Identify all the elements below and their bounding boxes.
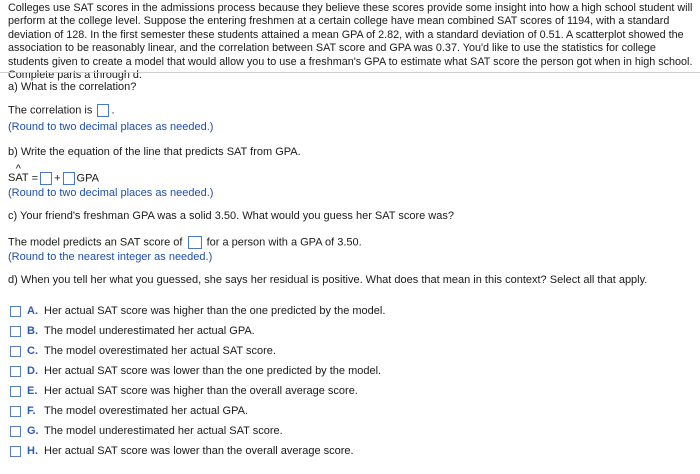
hint-c: (Round to the nearest integer as needed.) bbox=[8, 251, 213, 263]
option-h[interactable] bbox=[10, 443, 354, 459]
answer-c-prefix: The model predicts an SAT score of bbox=[8, 236, 183, 249]
intercept-input[interactable] bbox=[40, 172, 52, 185]
question-b: b) Write the equation of the line that predicts SAT from GPA. bbox=[8, 146, 301, 158]
option-e-text: Her actual SAT score was higher than the overall average score. bbox=[44, 385, 358, 397]
option-a-letter: A. bbox=[27, 305, 38, 317]
option-b-checkbox[interactable] bbox=[10, 326, 21, 337]
question-d: d) When you tell her what you guessed, she says her residual is positive. What does that mean in this context? Select all that apply. bbox=[8, 274, 648, 286]
answer-c-suffix: for a person with a GPA of 3.50. bbox=[206, 236, 362, 249]
option-a-text: Her actual SAT score was higher than the one predicted by the model. bbox=[44, 305, 386, 317]
option-h-checkbox[interactable] bbox=[10, 446, 21, 457]
hint-b: (Round to two decimal places as needed.) bbox=[8, 187, 214, 199]
hat-symbol: ^ bbox=[15, 163, 21, 176]
option-f[interactable] bbox=[10, 403, 248, 419]
option-b-letter: B. bbox=[27, 325, 38, 337]
question-c: c) Your friend's freshman GPA was a solid 3.50. What would you guess her SAT score was? bbox=[8, 210, 454, 222]
option-e[interactable] bbox=[10, 383, 358, 399]
sat-prediction-input[interactable] bbox=[188, 236, 202, 249]
option-d-checkbox[interactable] bbox=[10, 366, 21, 377]
equals-sign: = bbox=[31, 172, 39, 185]
option-h-letter: H. bbox=[27, 445, 38, 457]
answer-a-line bbox=[8, 104, 115, 117]
option-c-checkbox[interactable] bbox=[10, 346, 21, 357]
option-e-letter: E. bbox=[27, 385, 38, 397]
problem-statement: Colleges use SAT scores in the admissions process because they believe these scores provide some insight into how a high school student will perform at the college level. Suppose the entering freshmen at a certain college have mean combined SAT scores of 1194, with a standard deviation of 128. In the first semester these students attained a mean GPA of 2.82, with a standard deviation of 0.51. A scatterplot showed the association to be reasonably linear, and the correlation between SAT score and GPA was 0.37. You'd like to use the statistics for college students given to create a model that would allow you to use a freshman's GPA to estimate what SAT score the person got when in high school. Complete parts a through d. bbox=[8, 2, 693, 82]
plus-sign: + bbox=[54, 172, 61, 185]
option-b[interactable] bbox=[10, 323, 255, 339]
option-c[interactable] bbox=[10, 343, 276, 359]
answer-c-line bbox=[8, 236, 362, 249]
option-f-text: The model overestimated her actual GPA. bbox=[44, 405, 249, 417]
slope-input[interactable] bbox=[63, 172, 75, 185]
option-g-checkbox[interactable] bbox=[10, 426, 21, 437]
sat-label: SAT bbox=[8, 172, 29, 185]
divider bbox=[0, 72, 700, 73]
option-a[interactable] bbox=[10, 303, 385, 319]
option-g[interactable] bbox=[10, 423, 283, 439]
hint-a: (Round to two decimal places as needed.) bbox=[8, 121, 214, 133]
question-a: a) What is the correlation? bbox=[8, 81, 137, 93]
option-h-text: Her actual SAT score was lower than the overall average score. bbox=[44, 445, 354, 457]
option-c-letter: C. bbox=[27, 345, 38, 357]
option-e-checkbox[interactable] bbox=[10, 386, 21, 397]
option-d-letter: D. bbox=[27, 365, 38, 377]
option-a-checkbox[interactable] bbox=[10, 306, 21, 317]
gpa-label: GPA bbox=[76, 172, 99, 185]
sat-hat-label bbox=[8, 163, 29, 185]
option-d[interactable] bbox=[10, 363, 381, 379]
answer-a-prefix: The correlation is bbox=[8, 104, 93, 117]
option-b-text: The model underestimated her actual GPA. bbox=[44, 325, 255, 337]
correlation-input[interactable] bbox=[97, 104, 109, 117]
option-d-text: Her actual SAT score was lower than the one predicted by the model. bbox=[44, 365, 382, 377]
option-f-checkbox[interactable] bbox=[10, 406, 21, 417]
equation-line bbox=[8, 163, 99, 185]
option-c-text: The model overestimated her actual SAT score. bbox=[44, 345, 276, 357]
option-g-letter: G. bbox=[27, 425, 39, 437]
option-g-text: The model underestimated her actual SAT score. bbox=[44, 425, 283, 437]
option-f-letter: F. bbox=[27, 405, 36, 417]
answer-a-suffix: . bbox=[111, 104, 115, 117]
